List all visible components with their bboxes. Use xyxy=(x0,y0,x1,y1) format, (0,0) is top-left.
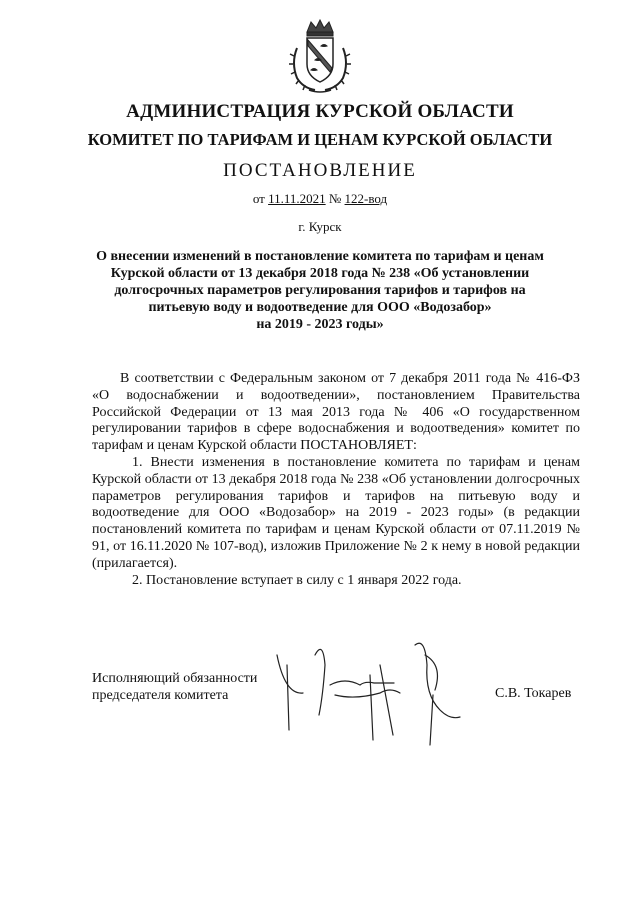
document-date: 11.11.2021 xyxy=(268,191,326,206)
date-prefix: от xyxy=(252,191,269,206)
handwritten-signature-icon xyxy=(275,635,465,750)
preamble-paragraph: В соответствии с Федеральным законом от 7 декабря 2011 года № 416-ФЗ «О водоснабжении и водоотведении», постановлением Правительства Российской Федерации от 13 мая 2013 года № 406 «О государственном регулировании тарифов в сфере водоснабжения и водоотведения» комитет по тарифам и ценам Курской области ПОСТАНОВЛЯЕТ: xyxy=(92,371,580,454)
signatory-name: С.В. Токарев xyxy=(495,686,572,701)
subject-line: О внесении изменений в постановление комитета по тарифам и ценам xyxy=(96,249,544,264)
role-line: Исполняющий обязанности xyxy=(92,671,258,686)
date-number-line xyxy=(0,191,640,207)
number-sign: № xyxy=(325,191,345,206)
city: г. Курск xyxy=(298,219,342,234)
document-body xyxy=(92,371,580,589)
document-type: ПОСТАНОВЛЕНИЕ xyxy=(223,160,417,181)
subject-line: на 2019 - 2023 годы» xyxy=(256,317,384,332)
subject-line: питьевую воду и водоотведение для ООО «Водозабор» xyxy=(148,300,492,315)
kursk-coat-of-arms-icon xyxy=(289,18,351,94)
document-subject xyxy=(90,248,550,333)
committee-title: КОМИТЕТ ПО ТАРИФАМ И ЦЕНАМ КУРСКОЙ ОБЛАСТИ xyxy=(87,130,553,149)
organization-title: АДМИНИСТРАЦИЯ КУРСКОЙ ОБЛАСТИ xyxy=(126,101,514,122)
document-number: 122-вод xyxy=(344,191,388,206)
item-1-paragraph: 1. Внести изменения в постановление комитета по тарифам и ценам Курской области от 13 декабря 2018 года № 238 «Об установлении долгосрочных параметров регулирования тарифов и тарифов на питьевую воду и водоотведение для ООО «Водозабор» на 2019 - 2023 годы» (в редакции постановлений комитета по тарифам и ценам Курской области от 07.11.2019 № 91, от 16.11.2020 № 107-вод), изложив Приложение № 2 к нему в новой редакции (прилагается). xyxy=(92,454,580,571)
subject-line: долгосрочных параметров регулирования тарифов и тарифов на xyxy=(114,283,526,298)
role-line: председателя комитета xyxy=(92,688,229,703)
signatory-role xyxy=(92,670,292,704)
item-2-paragraph: 2. Постановление вступает в силу с 1 января 2022 года. xyxy=(132,572,462,588)
subject-line: Курской области от 13 декабря 2018 года № 238 «Об установлении xyxy=(110,266,530,281)
